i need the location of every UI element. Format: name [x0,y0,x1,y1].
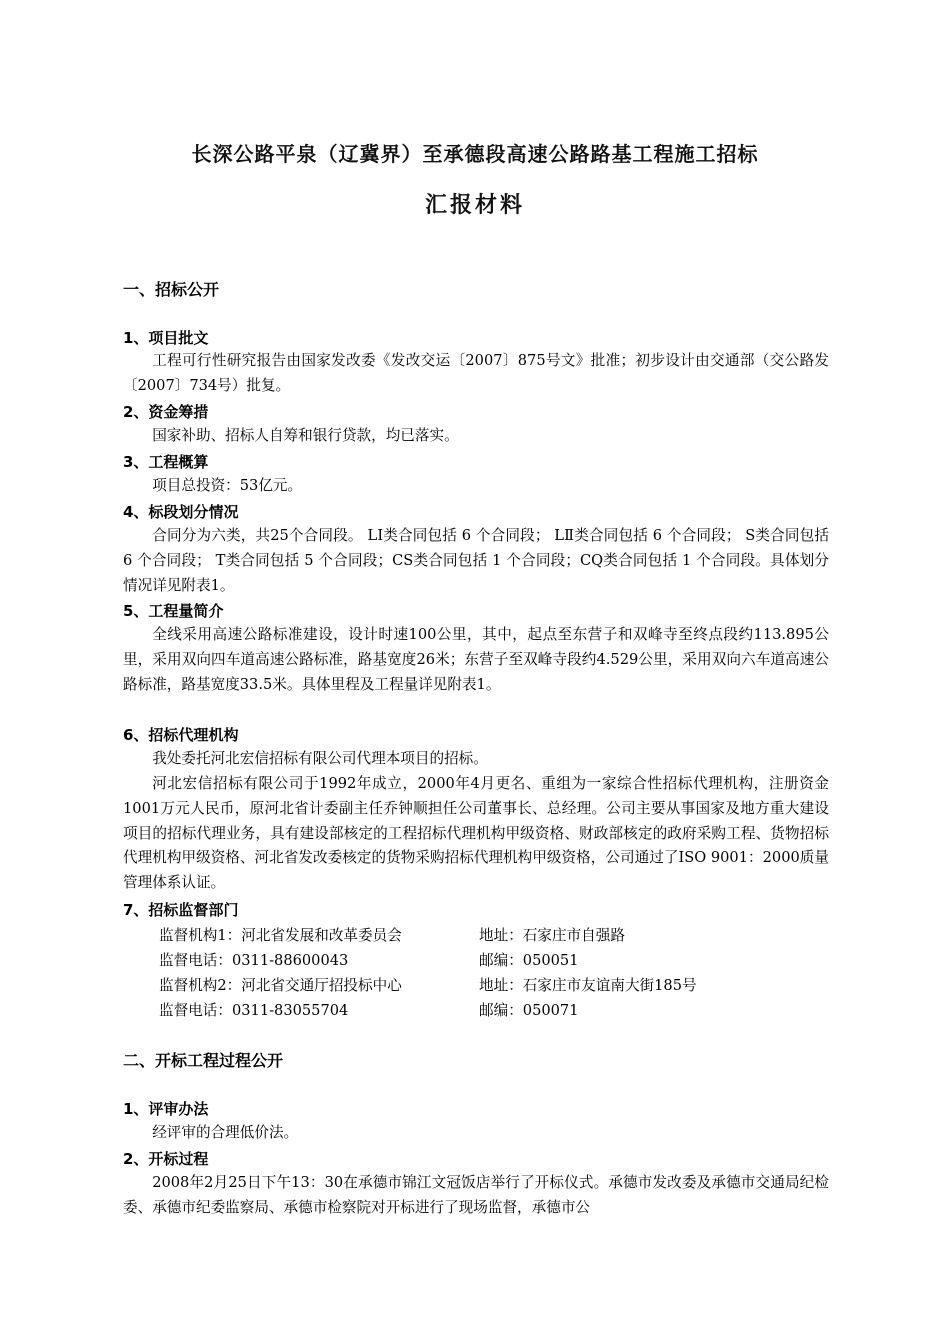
paragraph: 经评审的合理低价法。 [152,1124,299,1141]
item-heading: 1、项目批文 [123,329,209,347]
supervision-right: 邮编：050071 [479,1002,579,1019]
supervision-row [159,974,697,995]
supervision-right: 地址：石家庄市自强路 [479,927,625,944]
supervision-left: 监督机构1：河北省发展和改革委员会 [159,927,402,944]
paragraph: 工程可行性研究报告由国家发改委《发改交运〔2007〕875号文》批准；初步设计由交通部（交公路发〔2007〕734号）批复。 [123,352,829,394]
supervision-right: 地址：石家庄市友谊南大街185号 [479,977,697,994]
item-heading: 4、标段划分情况 [123,503,239,521]
paragraph: 2008年2月25日下午13：30在承德市锦江文冠饭店举行了开标仪式。承德市发改委及承德市交通局纪检委、承德市纪委监察局、承德市检察院对开标进行了现场监督，承德市公 [123,1174,829,1216]
section1-heading: 一、招标公开 [123,280,220,299]
document-title-line1: 长深公路平泉（辽冀界）至承德段高速公路路基工程施工招标 [191,142,759,166]
paragraph: 合同分为六类，共25个合同段。 LⅠ类合同包括 6 个合同段； LⅡ类合同包括 6 个合同段； S类合同包括 6 个合同段； T类合同包括 5 个合同段；CS类合同包括 1 个合同段；CQ类合同包括 1 个合同段。具体划分情况详见附表1。 [123,527,829,594]
paragraph: 国家补助、招标人自筹和银行贷款，均已落实。 [152,427,459,444]
supervision-left: 监督电话：0311-83055704 [159,1002,349,1019]
paragraph: 项目总投资：53亿元。 [152,477,303,494]
section2-heading: 二、开标工程过程公开 [123,1051,284,1070]
supervision-left: 监督机构2：河北省交通厅招投标中心 [159,977,402,994]
supervision-right: 邮编：050051 [479,952,579,969]
supervision-row [159,949,579,970]
item-heading: 1、评审办法 [123,1100,209,1118]
paragraph: 河北宏信招标有限公司于1992年成立，2000年4月更名、重组为一家综合性招标代理机构，注册资金1001万元人民币，原河北省计委副主任乔钟顺担任公司董事长、总经理。公司主要从事国家及地方重大建设项目的招标代理业务，具有建设部核定的工程招标代理机构甲级资格、财政部核定的政府采购工程、货物招标代理机构甲级资格、河北省发改委核定的货物采购招标代理机构甲级资格，公司通过了ISO 9001：2000质量管理体系认证。 [123,775,829,892]
item-heading: 3、工程概算 [123,453,209,471]
item-heading: 2、资金筹措 [123,403,209,421]
item-heading: 2、开标过程 [123,1150,209,1168]
paragraph: 全线采用高速公路标准建设，设计时速100公里，其中，起点至东营子和双峰寺至终点段约113.895公里，采用双向四车道高速公路标准，路基宽度26米；东营子至双峰寺段约4.529公里，采用双向六车道高速公路标准，路基宽度33.5米。具体里程及工程量详见附表1。 [123,626,829,693]
item-heading: 7、招标监督部门 [123,901,239,919]
supervision-row [159,999,579,1020]
supervision-row [159,924,625,945]
item-heading: 5、工程量简介 [123,602,224,620]
paragraph: 我处委托河北宏信招标有限公司代理本项目的招标。 [152,750,488,767]
document-title-line2: 汇报材料 [424,193,525,218]
supervision-left: 监督电话：0311-88600043 [159,952,349,969]
item-heading: 6、招标代理机构 [123,726,239,744]
